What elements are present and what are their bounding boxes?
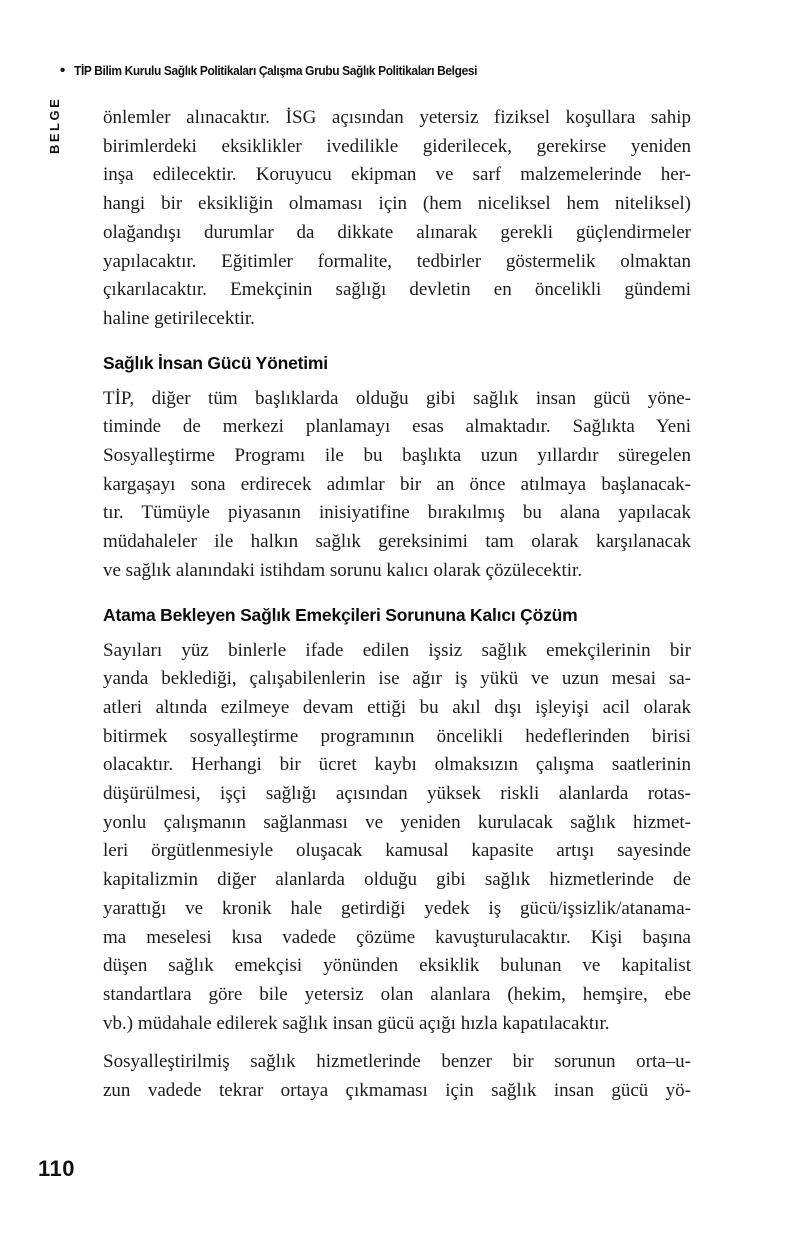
running-header — [60, 63, 512, 78]
body-line: haline getirilecektir. — [103, 307, 255, 329]
body-line: ma meselesi kısa vadede çözüme kavuşturulacaktır. Kişi başına — [103, 926, 691, 948]
body-line: ve sağlık alanındaki istihdam sorunu kalıcı olarak çözülecektir. — [103, 559, 583, 581]
body-line: yonlu çalışmanın sağlanması ve yeniden kurulacak sağlık hizmet- — [103, 811, 691, 833]
body-line: hangi bir eksikliğin olmaması için (hem niceliksel hem niteliksel) — [103, 193, 691, 215]
body-line: inşa edilecektir. Koruyucu ekipman ve sarf malzemelerinde her- — [103, 164, 691, 186]
section-heading: Atama Bekleyen Sağlık Emekçileri Sorununa Kalıcı Çözüm — [103, 604, 578, 625]
body-line: düşürülmesi, işçi sağlığı açısından yüksek riskli alanlarda rotas- — [103, 783, 691, 805]
body-line: timinde de merkezi planlamayı esas almaktadır. Sağlıkta Yeni — [103, 416, 691, 438]
body-line: olağandışı durumlar da dikkate alınarak gerekli güçlendirmeler — [103, 221, 691, 243]
body-text-column — [103, 104, 691, 1116]
body-line: TİP, diğer tüm başlıklarda olduğu gibi sağlık insan gücü yöne- — [103, 387, 691, 409]
body-line: atleri altında ezilmeye devam ettiği bu akıl dışı işleyişi acil olarak — [103, 696, 691, 718]
page-number: 110 — [38, 1156, 75, 1181]
margin-label-belge: BELGE — [47, 96, 62, 154]
body-line: düşen sağlık emekçisi yönünden eksiklik bulunan ve kapitalist — [103, 955, 691, 977]
body-line: önlemler alınacaktır. İSG açısından yetersiz fiziksel koşullara sahip — [103, 107, 691, 128]
body-line: kapitalizmin diğer alanlarda olduğu gibi sağlık hizmetlerinde de — [103, 869, 691, 891]
body-line: standartlara göre bile yetersiz olan alanlara (hekim, hemşire, ebe — [103, 983, 691, 1005]
body-line: yapılacaktır. Eğitimler formalite, tedbirler göstermelik olmaktan — [103, 250, 691, 272]
body-line: olacaktır. Herhangi bir ücret kaybı olmaksızın çalışma saatlerinin — [103, 754, 691, 776]
body-line: Sayıları yüz binlerle ifade edilen işsiz sağlık emekçilerinin bir — [103, 639, 691, 661]
body-line: kargaşayı sona erdirecek adımlar bir an önce atılmaya başlanacak- — [103, 473, 691, 495]
body-line: leri örgütlenmesiyle oluşacak kamusal kapasite artışı sayesinde — [103, 840, 691, 862]
body-line: vb.) müdahale edilerek sağlık insan gücü açığı hızla kapatılacaktır. — [103, 1012, 610, 1034]
body-line: yanda beklediği, çalışabilenlerin ise ağır iş yükü ve uzun mesai sa- — [103, 668, 691, 690]
body-line: çıkarılacaktır. Emekçinin sağlığı devletin en öncelikli gündemi — [103, 279, 691, 301]
body-line: Sosyalleştirilmiş sağlık hizmetlerinde benzer bir sorunun orta–u- — [103, 1051, 691, 1073]
body-paragraph — [103, 104, 691, 334]
body-line: birimlerdeki eksiklikler ivedilikle giderilecek, gerekirse yeniden — [103, 135, 691, 157]
body-line: zun vadede tekrar ortaya çıkmaması için sağlık insan gücü yö- — [103, 1080, 691, 1102]
body-line: yarattığı ve kronik hale getirdiği yedek iş gücü/işsizlik/atanama- — [103, 897, 691, 919]
body-line: tır. Tümüyle piyasanın inisiyatifine bırakılmış bu alana yapılacak — [103, 502, 691, 524]
body-line: Sosyalleştirme Programı ile bu başlıkta uzun yıllardır süregelen — [103, 445, 691, 467]
running-header-text: TİP Bilim Kurulu Sağlık Politikaları Çalışma Grubu Sağlık Politikaları Belgesi — [74, 63, 478, 78]
body-paragraph — [103, 1048, 691, 1105]
body-line: bitirmek sosyalleştirme programının öncelikli hedeflerinden birisi — [103, 725, 691, 747]
body-line: müdahaleler ile halkın sağlık gereksinimi tam olarak karşılanacak — [103, 531, 691, 553]
body-paragraph — [103, 385, 691, 586]
body-paragraph — [103, 637, 691, 1039]
section-heading: Sağlık İnsan Gücü Yönetimi — [103, 352, 328, 373]
header-bullet-icon: • — [60, 62, 66, 79]
